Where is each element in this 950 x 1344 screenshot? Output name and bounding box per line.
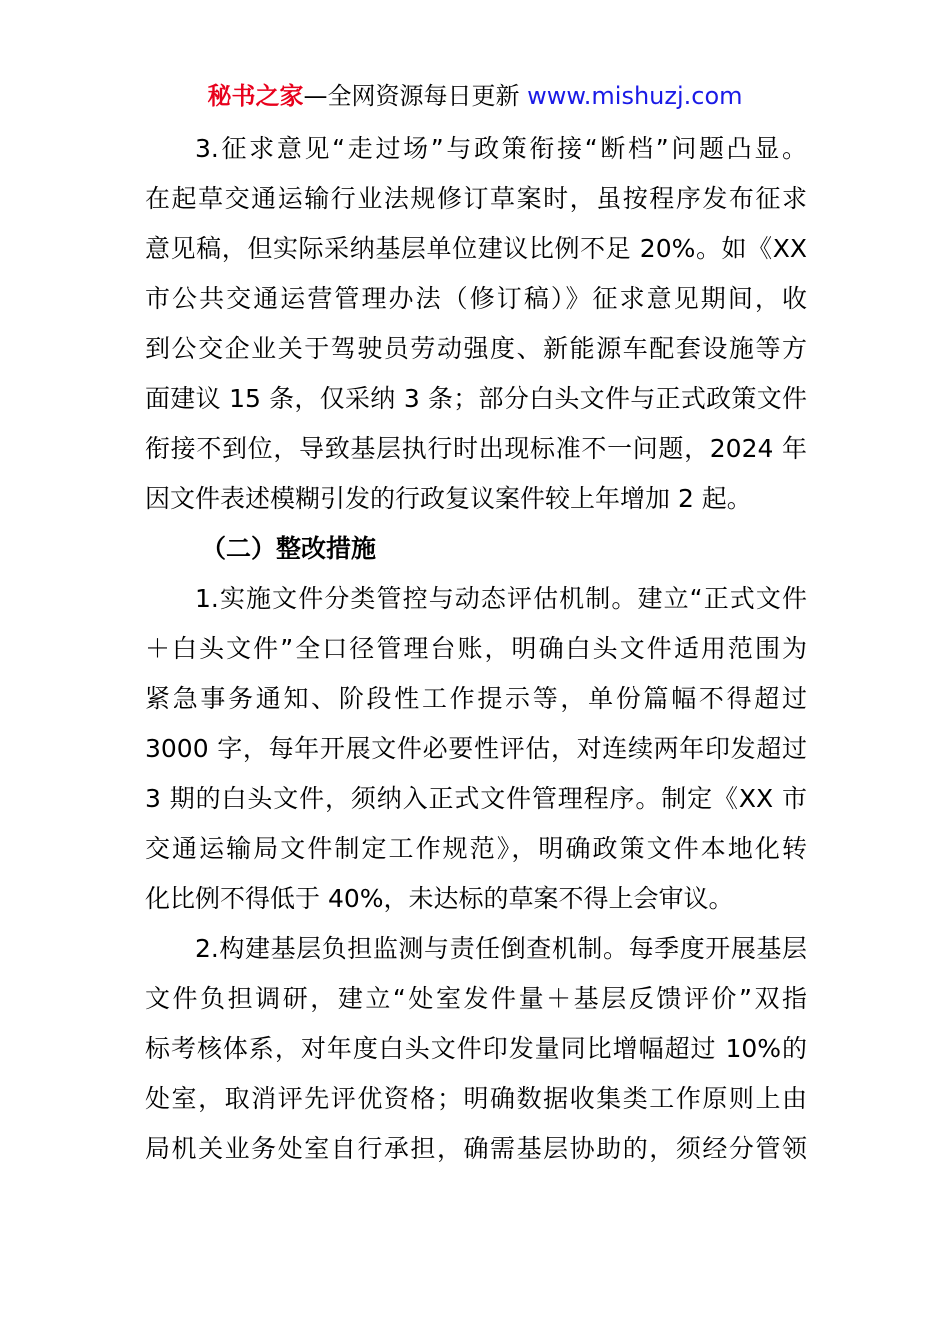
- paragraph-line: 意见稿，但实际采纳基层单位建议比例不足 20%。如《XX: [145, 234, 807, 263]
- paragraph-line: 文件负担调研，建立“处室发件量＋基层反馈评价”双指: [145, 984, 807, 1013]
- site-link[interactable]: www.mishuzj.com: [527, 82, 743, 110]
- paragraph-line: 3000 字，每年开展文件必要性评估，对连续两年印发超过: [145, 734, 807, 763]
- paragraph-line: 交通运输局文件制定工作规范》，明确政策文件本地化转: [145, 834, 807, 863]
- header-slogan: —全网资源每日更新: [303, 82, 528, 110]
- paragraph-line: 衔接不到位，导致基层执行时出现标准不一问题，2024 年: [145, 434, 807, 463]
- site-header: [0, 78, 950, 114]
- paragraph-line: 标考核体系，对年度白头文件印发量同比增幅超过 10%的: [145, 1034, 807, 1063]
- paragraph-line: ＋白头文件”全口径管理台账，明确白头文件适用范围为: [145, 634, 807, 663]
- brand-name: 秘书之家: [207, 82, 304, 110]
- paragraph-3-heading-line: 3.征求意见“走过场”与政策衔接“断档”问题凸显。: [195, 134, 807, 163]
- paragraph-line: 紧急事务通知、阶段性工作提示等，单份篇幅不得超过: [145, 684, 807, 713]
- measure-2-first-line: 2.构建基层负担监测与责任倒查机制。每季度开展基层: [195, 934, 807, 963]
- paragraph-line: 化比例不得低于 40%，未达标的草案不得上会审议。: [145, 884, 734, 913]
- paragraph-line: 到公交企业关于驾驶员劳动强度、新能源车配套设施等方: [145, 334, 807, 363]
- measure-1-first-line: 1.实施文件分类管控与动态评估机制。建立“正式文件: [195, 584, 807, 613]
- paragraph-line: 局机关业务处室自行承担，确需基层协助的，须经分管领: [145, 1134, 807, 1163]
- paragraph-line: 在起草交通运输行业法规修订草案时，虽按程序发布征求: [145, 184, 807, 213]
- paragraph-line: 3 期的白头文件，须纳入正式文件管理程序。制定《XX 市: [145, 784, 807, 813]
- document-body: [145, 124, 807, 1174]
- paragraph-line: 因文件表述模糊引发的行政复议案件较上年增加 2 起。: [145, 484, 752, 513]
- section-heading: （二）整改措施: [201, 534, 377, 563]
- paragraph-line: 市公共交通运营管理办法（修订稿）》征求意见期间，收: [145, 284, 807, 313]
- paragraph-line: 面建议 15 条，仅采纳 3 条；部分白头文件与正式政策文件: [145, 384, 807, 413]
- paragraph-line: 处室，取消评先评优资格；明确数据收集类工作原则上由: [145, 1084, 807, 1113]
